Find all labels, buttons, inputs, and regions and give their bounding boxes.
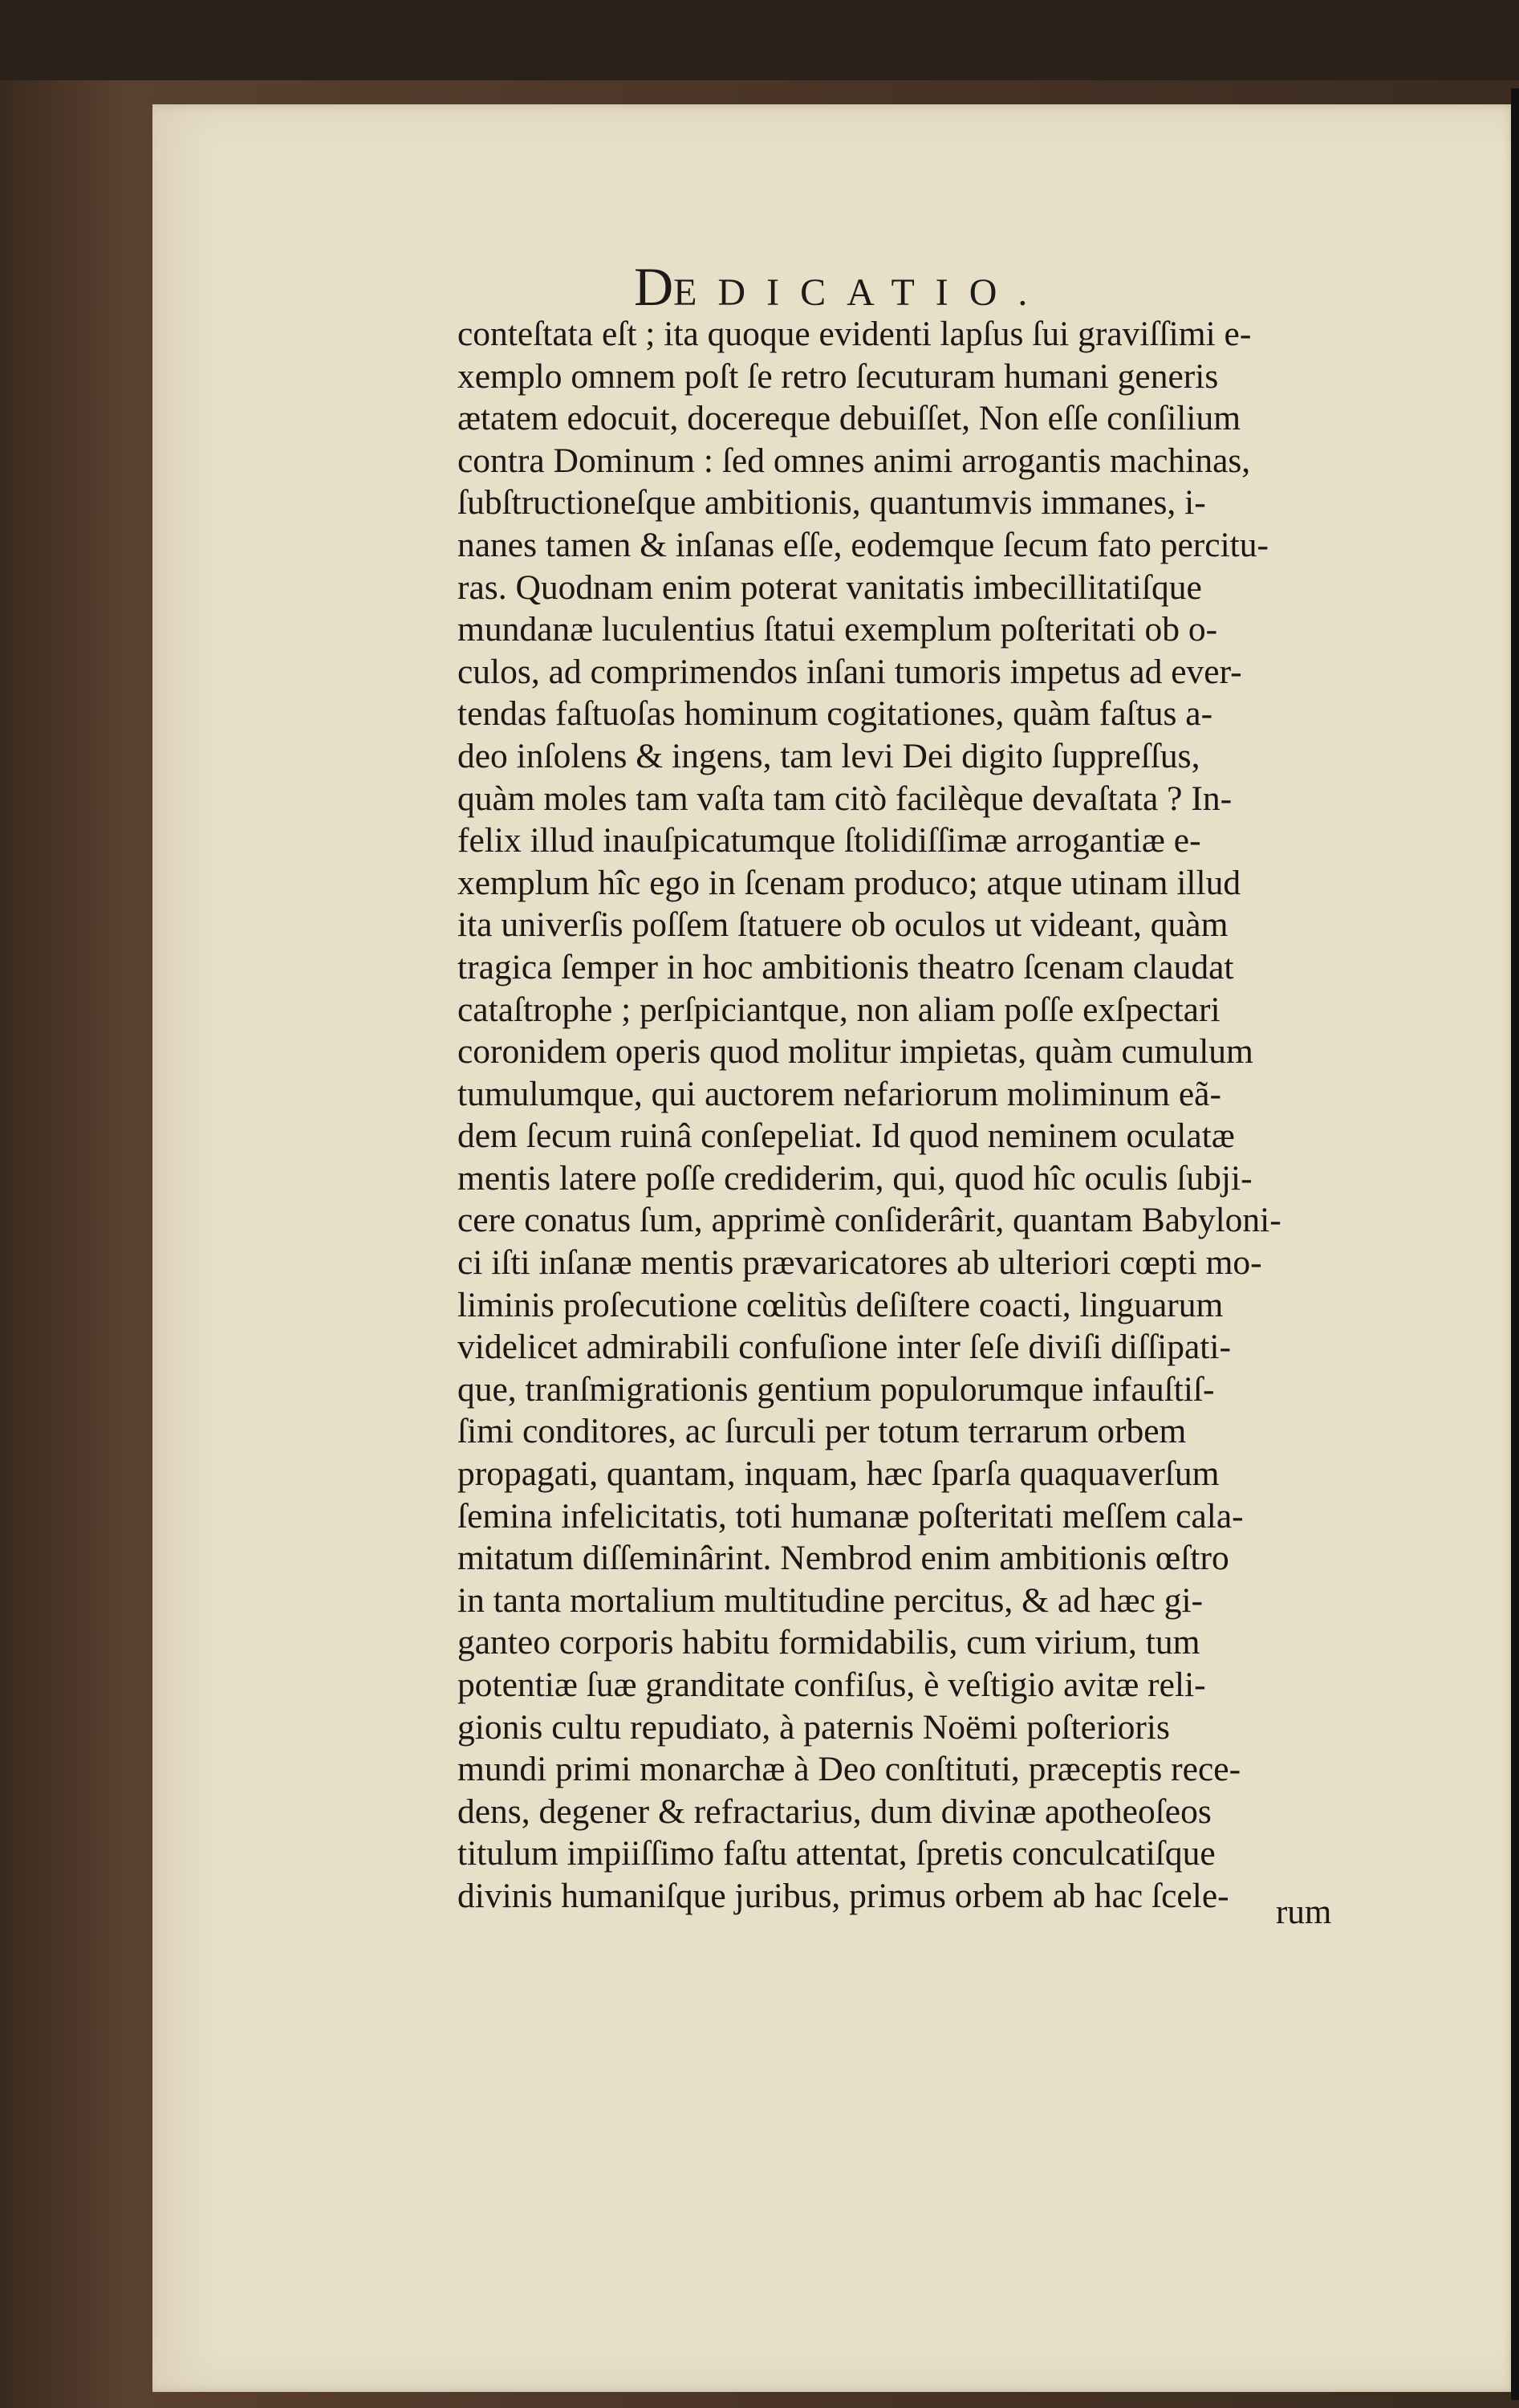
text-line: gionis cultu repudiato, à paternis Noëmi poſterioris [457,1707,1170,1747]
text-line: quàm moles tam vaſta tam citò facilèque devaſtata ? In- [457,779,1233,818]
text-line: xemplum hîc ego in ſcenam produco; atque utinam illud [457,863,1241,902]
text-line: dens, degener & refractarius, dum divinæ apotheoſeos [457,1792,1212,1831]
text-line: ſimi conditores, ac ſurculi per totum terrarum orbem [457,1412,1187,1451]
body-text [457,313,1348,1918]
text-line: tumulumque, qui auctorem nefariorum moliminum eã- [457,1074,1221,1113]
text-line: coronidem operis quod molitur impietas, quàm cumulum [457,1032,1253,1072]
book-spine-edge [1511,88,1519,2400]
text-line: contra Dominum : ſed omnes animi arrogantis machinas, [457,441,1251,480]
text-line: ætatem edocuit, docereque debuiſſet, Non eſſe conſilium [457,399,1241,438]
text-line: mundi primi monarchæ à Deo conſtituti, præceptis rece- [457,1750,1241,1789]
text-line: videlicet admirabili confuſione inter ſeſe diviſi diſſipati- [457,1328,1231,1367]
text-line: ras. Quodnam enim poterat vanitatis imbecillitatiſque [457,567,1202,607]
header-rest: EDICATIO. [673,271,1049,314]
text-line: tendas faſtuoſas hominum cogitationes, quàm faſtus a- [457,694,1213,734]
text-line: ſemina infelicitatis, toti humanæ poſteritati meſſem cala- [457,1496,1244,1536]
text-line: deo inſolens & ingens, tam levi Dei digito ſuppreſſus, [457,736,1200,775]
text-line: titulum impiiſſimo faſtu attentat, ſpretis conculcatiſque [457,1834,1216,1873]
text-line: potentiæ ſuæ granditate confiſus, è veſtigio avitæ reli- [457,1666,1206,1704]
text-line: ganteo corporis habitu formidabilis, cum virium, tum [457,1623,1200,1662]
text-line: cere conatus ſum, apprimè conſiderârit, quantam Babyloni- [457,1201,1281,1240]
text-line: propagati, quantam, inquam, hæc ſparſa quaquaverſum [457,1454,1220,1494]
text-line: divinis humaniſque juribus, primus orbem ab hac ſcele- [457,1876,1229,1915]
text-line: ita univerſis poſſem ſtatuere ob oculos ut videant, quàm [457,905,1229,945]
text-line: cataſtrophe ; perſpiciantque, non aliam poſſe exſpectari [457,990,1220,1029]
text-line: ci iſti inſanæ mentis prævaricatores ab ulteriori cœpti mo- [457,1243,1262,1283]
text-line: felix illud inauſpicatumque ſtolidiſſimæ arrogantiæ e- [457,821,1201,860]
text-line: mundanæ luculentius ſtatui exemplum poſteritati ob o- [457,610,1218,649]
text-line: culos, ad comprimendos inſani tumoris impetus ad ever- [457,652,1242,691]
text-line: nanes tamen & inſanas eſſe, eodemque ſecum fato percitu- [457,525,1269,564]
text-line: liminis proſecutione cœlitùs deſiſtere coacti, linguarum [457,1285,1224,1324]
text-line: tragica ſemper in hoc ambitionis theatro ſcenam claudat [457,947,1234,986]
text-line: conteſtata eſt ; ita quoque evidenti lapſus ſui graviſſimi e- [457,315,1252,353]
text-line: ſubſtructioneſque ambitionis, quantumvis immanes, i- [457,483,1206,523]
text-line: xemplo omnem poſt ſe retro ſecuturam humani generis [457,356,1219,396]
text-line: dem ſecum ruinâ conſepeliat. Id quod neminem oculatæ [457,1117,1235,1156]
header-initial: D [634,256,674,317]
catchword: rum [1276,1893,1332,1931]
text-line: mitatum diſſeminârint. Nembrod enim ambitionis œſtro [457,1539,1229,1578]
text-line: in tanta mortalium multitudine percitus, & ad hæc gi- [457,1580,1204,1620]
text-line: que, tranſmigrationis gentium populorumque infauſtiſ- [457,1369,1215,1409]
text-line: mentis latere poſſe crediderim, qui, quod hîc oculis ſubji- [457,1158,1253,1198]
running-header [634,255,1164,319]
